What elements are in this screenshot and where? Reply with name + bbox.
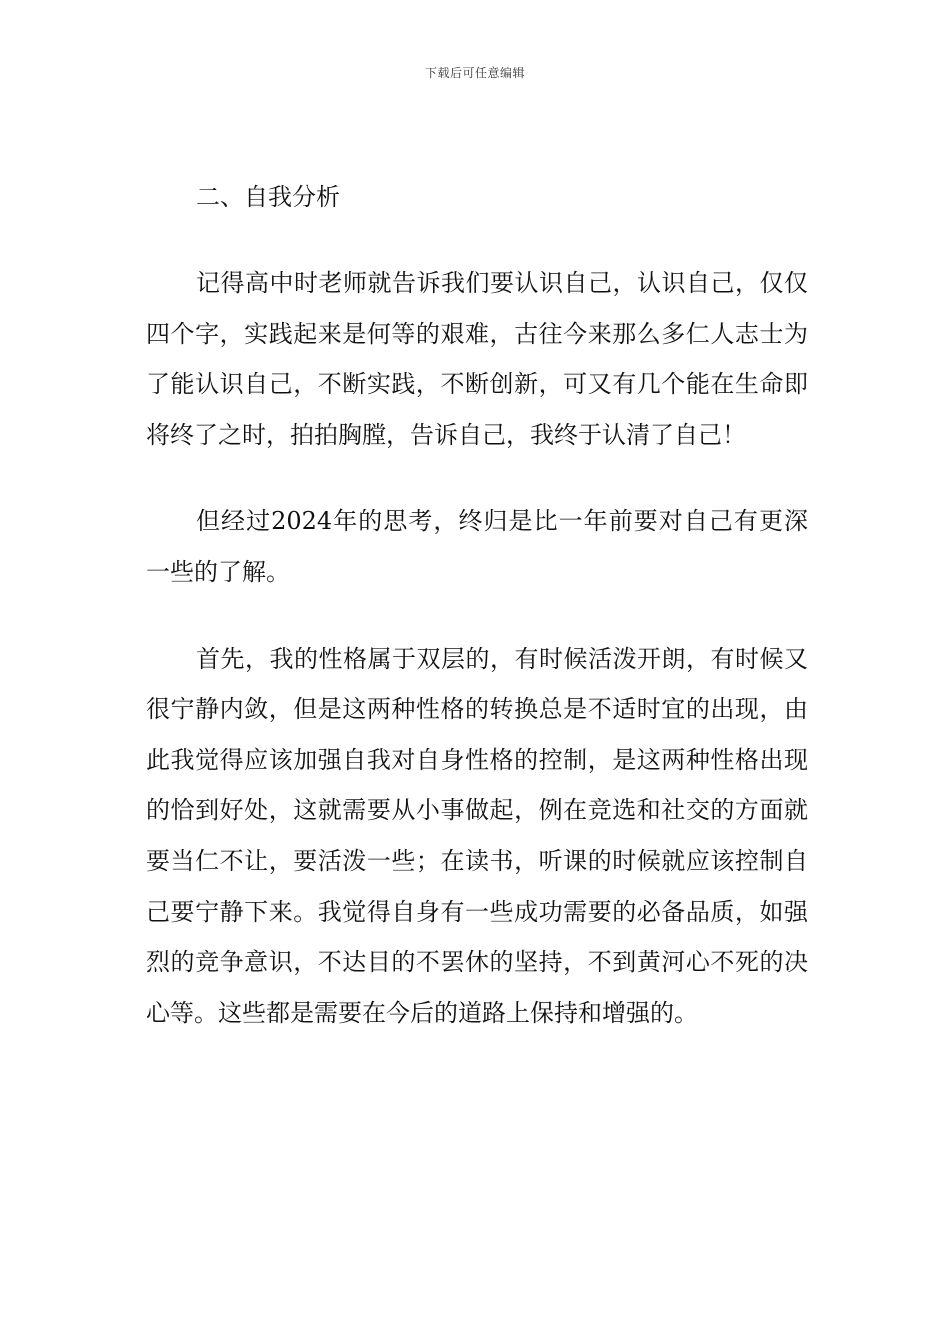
document-body — [146, 172, 808, 1074]
paragraph-self-knowledge: 记得高中时老师就告诉我们要认识自己，认识自己，仅仅四个字，实践起来是何等的艰难，古往今来那么多仁人志士为了能认识自己，不断实践，不断创新，可又有几个能在生命即将终了之时，拍拍胸膛，告诉自己，我终于认清了自己！ — [146, 269, 808, 449]
paragraph-reflection: 但经过2024年的思考，终归是比一年前要对自己有更深一些的了解。 — [146, 507, 808, 586]
paragraph-personality: 首先，我的性格属于双层的，有时候活泼开朗，有时候又很宁静内敛，但是这两种性格的转换总是不适时宜的出现，由此我觉得应该加强自我对自身性格的控制，是这两种性格出现的恰到好处，这就需要从小事做起，例在竞选和社交的方面就要当仁不让，要活泼一些；在读书，听课的时候就应该控制自己要宁静下来。我觉得自身有一些成功需要的必备品质，如强烈的竞争意识，不达目的不罢休的坚持，不到黄河心不死的决心等。这些都是需要在今后的道路上保持和增强的。 — [146, 644, 808, 1027]
header-note: 下载后可任意编辑 — [424, 66, 525, 80]
section-title: 二、自我分析 — [196, 183, 340, 211]
